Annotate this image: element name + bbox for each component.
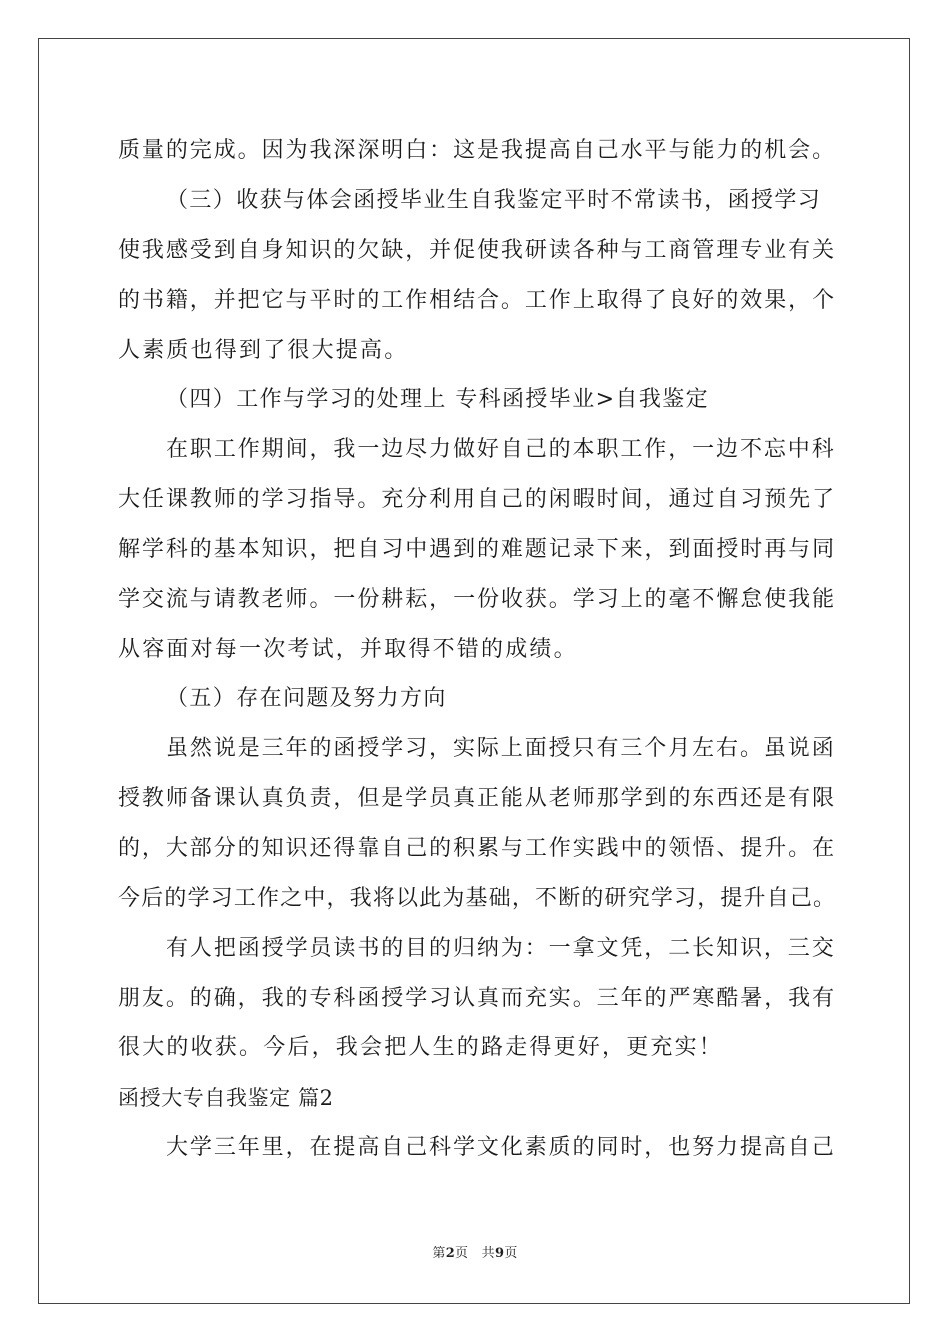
current-page-number: 2 [445, 1246, 456, 1261]
body-line: 质量的完成。因为我深深明白：这是我提高自己水平与能力的机会。 [118, 138, 837, 163]
body-line: 的书籍，并把它与平时的工作相结合。工作上取得了良好的效果，个 [118, 288, 837, 313]
body-line: 在职工作期间，我一边尽力做好自己的本职工作，一边不忘中科 [166, 437, 836, 462]
body-line: 的，大部分的知识还得靠自己的积累与工作实践中的领悟、提升。在 [118, 836, 837, 861]
body-line: 大学三年里，在提高自己科学文化素质的同时，也努力提高自己 [166, 1135, 836, 1160]
body-line: 有人把函授学员读书的目的归纳为：一拿文凭，二长知识，三交 [166, 936, 836, 961]
footer-suffix: 页 [504, 1246, 518, 1261]
footer-middle: 页 共 [455, 1246, 495, 1261]
body-line: 虽然说是三年的函授学习，实际上面授只有三个月左右。虽说函 [166, 736, 836, 761]
section-heading-5: （五）存在问题及努力方向 [166, 686, 447, 711]
body-line: 授教师备课认真负责，但是学员真正能从老师那学到的东西还是有限 [118, 786, 837, 811]
body-line: 今后的学习工作之中，我将以此为基础，不断的研究学习，提升自己。 [118, 886, 837, 911]
section-heading-4: （四）工作与学习的处理上 专科函授毕业>自我鉴定 [166, 387, 710, 412]
article-title: 函授大专自我鉴定 篇2 [118, 1086, 334, 1110]
page-border [38, 38, 910, 1304]
body-line: 解学科的基本知识，把自习中遇到的难题记录下来，到面授时再与同 [118, 537, 837, 562]
page-footer [0, 1246, 950, 1262]
body-line: 从容面对每一次考试，并取得不错的成绩。 [118, 637, 578, 662]
body-line: 学交流与请教老师。一份耕耘，一份收获。学习上的毫不懈怠使我能 [118, 587, 837, 612]
body-line: 大任课教师的学习指导。充分利用自己的闲暇时间，通过自习预先了 [118, 487, 837, 512]
footer-prefix: 第 [432, 1246, 446, 1261]
section-heading-3: （三）收获与体会函授毕业生自我鉴定平时不常读书，函授学习 [166, 188, 822, 213]
body-line: 使我感受到自身知识的欠缺，并促使我研读各种与工商管理专业有关 [118, 238, 837, 263]
total-pages-number: 9 [494, 1246, 505, 1261]
body-line: 朋友。的确，我的专科函授学习认真而充实。三年的严寒酷暑，我有 [118, 986, 837, 1011]
body-line: 人素质也得到了很大提高。 [118, 338, 409, 363]
body-line: 很大的收获。今后，我会把人生的路走得更好，更充实！ [118, 1035, 724, 1060]
